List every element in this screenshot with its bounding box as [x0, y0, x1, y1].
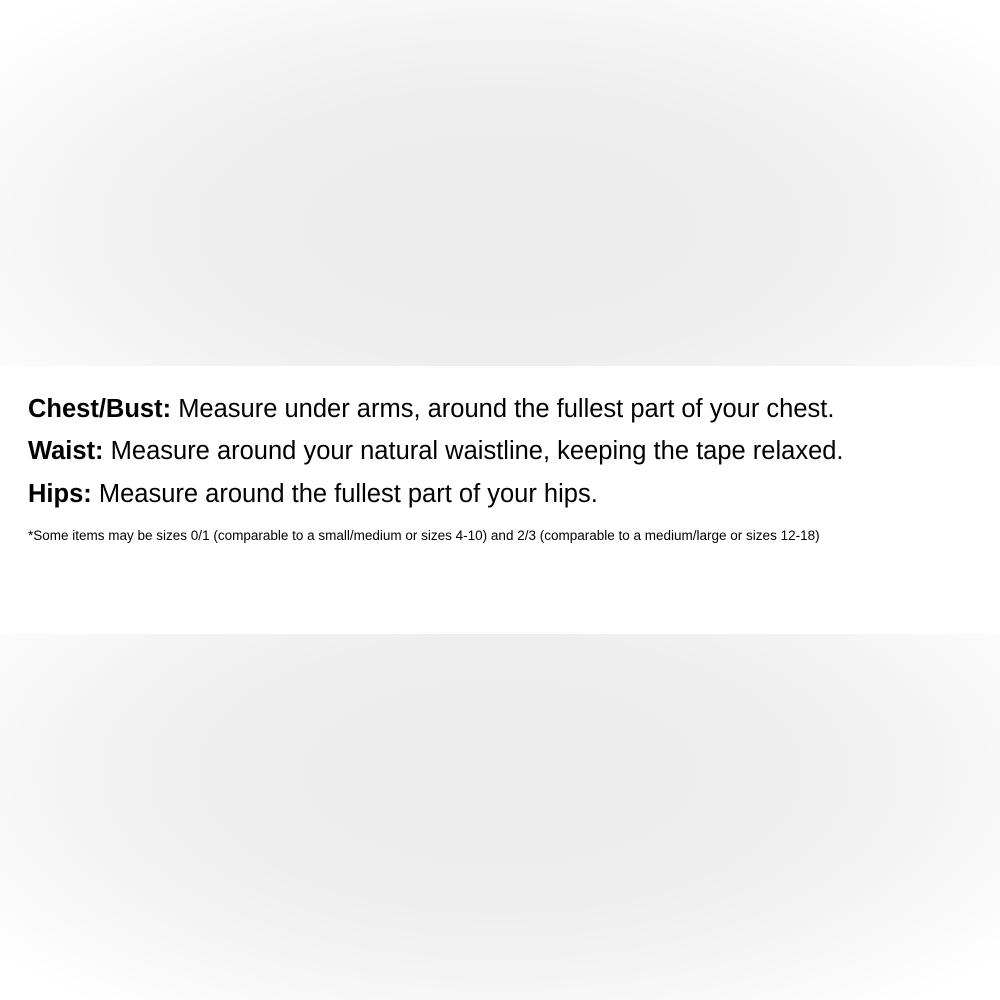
measurement-description: Measure under arms, around the fullest part of your chest. — [178, 395, 835, 423]
measurement-description: Measure around the fullest part of your hips. — [98, 480, 598, 508]
bottom-background-fade — [0, 634, 1000, 1000]
measurement-term: Waist: — [28, 437, 104, 465]
measurement-hips — [28, 479, 598, 509]
measurement-waist — [28, 436, 844, 466]
measurement-term: Chest/Bust: — [28, 395, 172, 423]
measurement-guide-panel — [0, 366, 1000, 634]
measurement-description: Measure around your natural waistline, keeping the tape relaxed. — [110, 437, 844, 465]
measurement-chest-bust — [28, 394, 834, 424]
size-footnote: *Some items may be sizes 0/1 (comparable to a small/medium or sizes 4-10) and 2/3 (comparable to a medium/large or sizes 12-18) — [28, 528, 820, 543]
measurement-term: Hips: — [28, 480, 92, 508]
top-background-fade — [0, 0, 1000, 366]
